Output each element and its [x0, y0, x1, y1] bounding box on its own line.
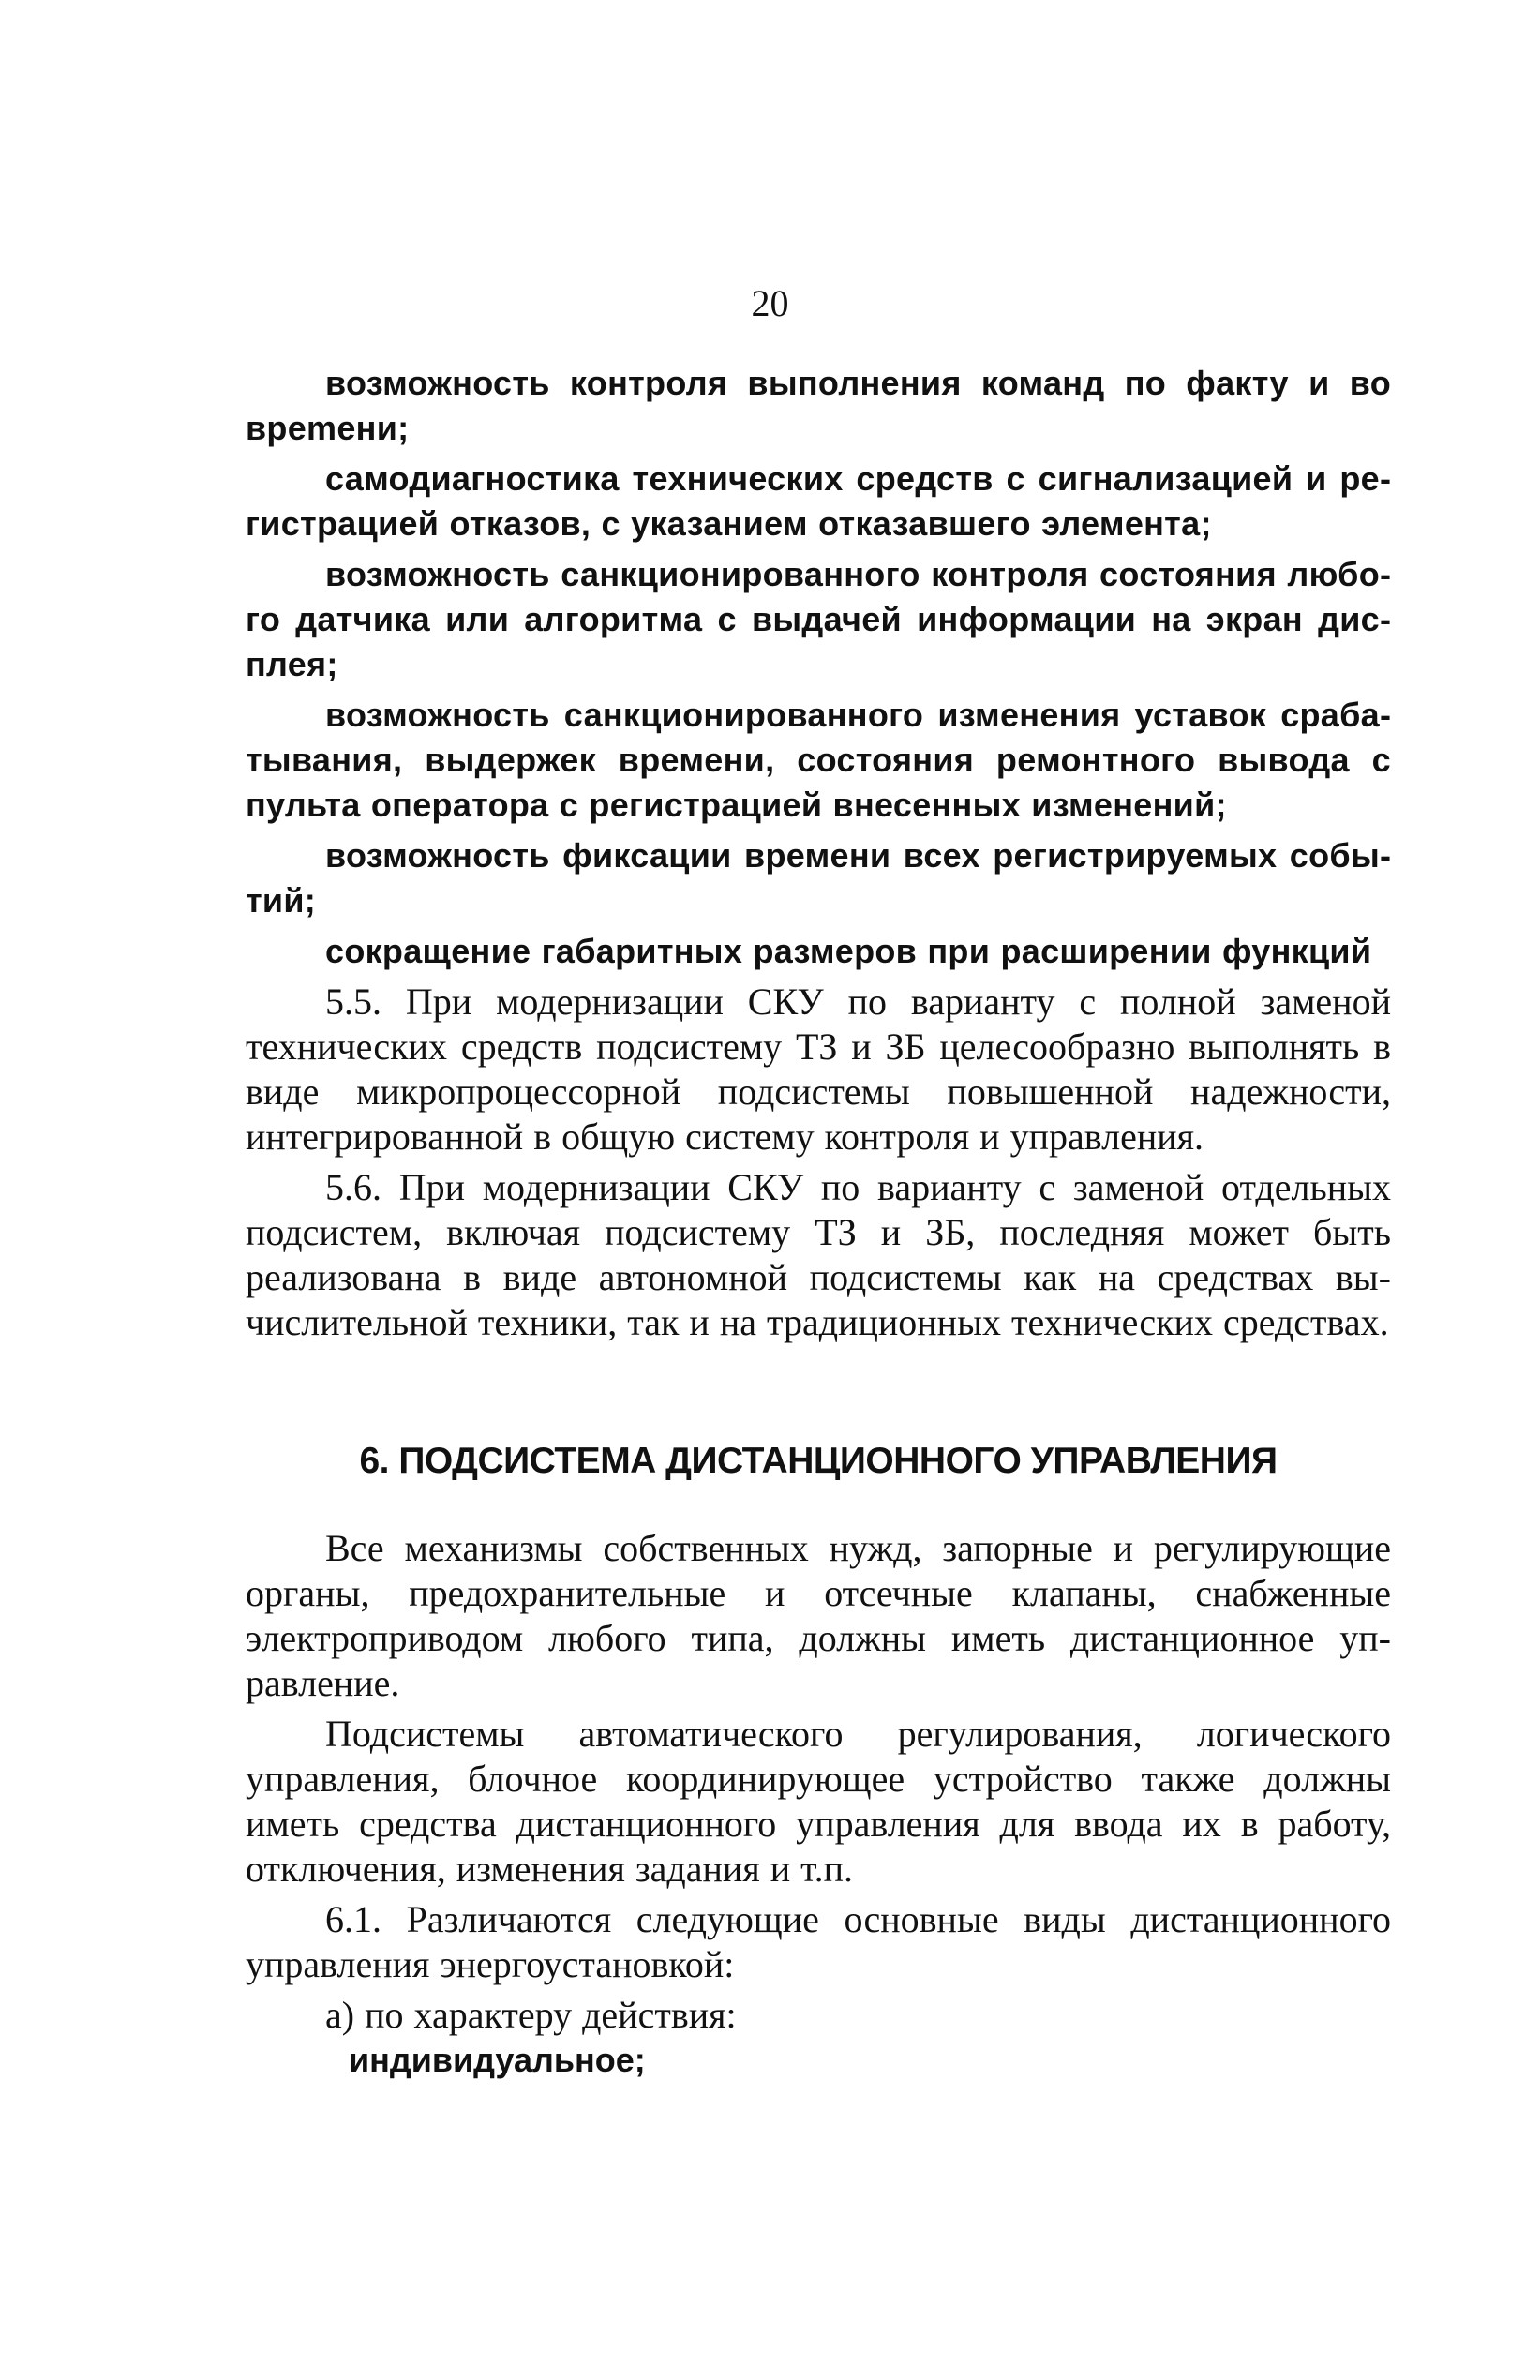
section-heading: 6. ПОДСИСТЕМА ДИСТАНЦИОННОГО УПРАВЛЕНИЯ: [359, 1441, 1278, 1481]
list-item: сокращение габаритных размеров при расширении функций: [325, 932, 1372, 970]
list-item: возможность санкционированного изменения уставок срабатывания, выдержек времени, состояния ремонтного вывода с пульта оператора с регистрацией внесенных изменений;: [246, 696, 1391, 824]
paragraph-5-5: 5.5. При модернизации СКУ по варианту с полной заменой технических средств подсистему ТЗ и ЗБ целесообразно выполнять в виде микропроцессорной подсистемы повышенной надежности, интегрированной в общую систему контроля и управления.: [246, 980, 1391, 1158]
list-subitem: индивидуальное;: [349, 2041, 646, 2079]
list-item: возможность контроля выполнения команд по факту и во вреmени;: [246, 364, 1391, 447]
paragraph: Все механизмы собственных нужд, запорные и регулирующие органы, предохранительные и отсечные клапаны, снабженные электроприводом любого типа, должны иметь дистанционное управление.: [246, 1527, 1391, 1704]
list-item-a: а) по характеру действия:: [325, 1994, 737, 2036]
paragraph-5-6: 5.6. При модернизации СКУ по варианту с заменой отдельных подсистем, включая подсистему ТЗ и ЗБ, последняя может быть реализована в виде автономной подсистемы как на средствах вычислительной техники, так и на традиционных технических средствах.: [246, 1166, 1391, 1343]
section-6-body: [246, 1526, 1391, 2083]
list-item: возможность фиксации времени всех регистрируемых событий;: [246, 836, 1391, 920]
paragraph-6-1: 6.1. Различаются следующие основные виды дистанционного управления энергоустановкой:: [246, 1898, 1391, 1985]
list-item: возможность санкционированного контроля состояния любого датчика или алгоритма с выдачей информации на экран дисплея;: [246, 555, 1391, 683]
page-number: 20: [751, 282, 789, 324]
paragraph: Подсистемы автоматического регулирования, логического управления, блочное координирующее устройство также должны иметь средства дистанционного управления для ввода их в работу, отключения, изменения задания и т.п.: [246, 1713, 1391, 1890]
list-item: самодиагностика технических средств с сигнализацией и регистрацией отказов, с указанием отказавшего элемента;: [246, 459, 1391, 543]
section-5-continuation: [246, 361, 1391, 1351]
